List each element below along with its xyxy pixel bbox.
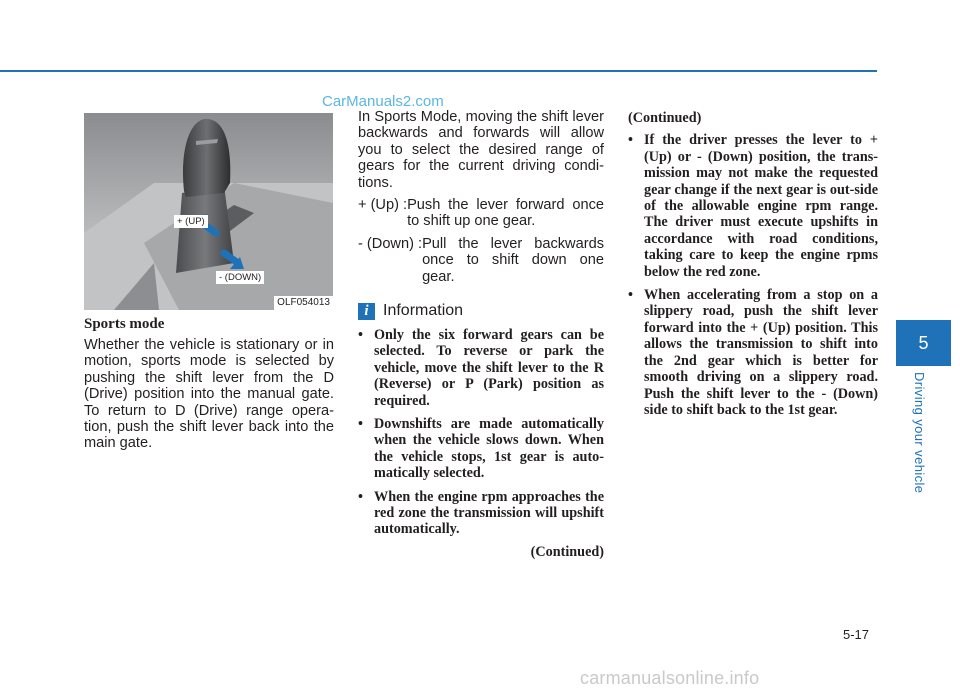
definition-term: - (Down) :	[358, 235, 423, 252]
list-item: • When the engine rpm approaches the red zone the transmission will upshift automatically.	[358, 488, 604, 538]
information-title: Information	[383, 302, 464, 319]
list-item: • Only the six forward gears can be selected. To reverse or park the vehicle, move the shift lever to the R (Reverse) or P (Park) position as required.	[358, 327, 604, 409]
list-item-text: Only the six forward gears can be selected. To reverse or park the vehicle, move the shift lever to the R (Reverse) or P (Park) position as required.	[374, 327, 604, 409]
figure-code: OLF054013	[274, 296, 333, 310]
shift-lever-figure	[84, 113, 333, 310]
watermark-top[interactable]: CarManuals2.com	[322, 93, 444, 110]
list-item-text: When the engine rpm approaches the red zone the transmission will upshift automatically.	[374, 488, 604, 538]
continued-label: (Continued)	[628, 110, 702, 126]
continued-label: (Continued)	[530, 543, 604, 560]
down-label: - (DOWN)	[216, 271, 264, 284]
definition-term: + (Up) :	[358, 197, 408, 214]
left-column	[84, 337, 334, 452]
list-item: • If the driver presses the lever to + (Up) or - (Down) position, the trans-mission may not make the requested gear change if the next gear is out-side of the allowable engine rpm range. The driver must execute upshifts in accordance with road conditions, taking care to keep the engine rpms below the red zone.	[628, 132, 878, 280]
header-rule	[0, 70, 877, 72]
definition-down	[358, 236, 604, 285]
up-label: + (UP)	[174, 215, 208, 228]
right-column	[628, 110, 878, 425]
list-item-text: When accelerating from a stop on a slippery road, push the shift lever forward into the + (Up) position. This allows the transmission to shift into the 2nd gear which is better for smooth driving on a slippery road. Push the shift lever to the - (Down) side to shift back to the 1st gear.	[644, 287, 878, 418]
shift-lever-illustration	[84, 113, 333, 310]
list-item: • Downshifts are made automatically when the vehicle slows down. When the vehicle stops, 1st gear is auto-matically selected.	[358, 416, 604, 482]
intro-paragraph: In Sports Mode, moving the shift lever backwards and forwards will allow you to select the desired range of gears for the current driving condi-tions.	[358, 109, 604, 191]
information-header	[358, 302, 463, 320]
definition-up	[358, 197, 604, 230]
sports-mode-paragraph: Whether the vehicle is stationary or in motion, sports mode is selected by pushing the shift lever from the D (Drive) position into the manual gate. To return to D (Drive) range opera-tion, push the shift lever back into the main gate.	[84, 337, 334, 452]
chapter-title: Driving your vehicle	[912, 372, 927, 494]
watermark-bottom[interactable]: carmanualsonline.info	[580, 668, 760, 688]
chapter-tab[interactable]: 5	[896, 320, 951, 366]
definition-desc: Push the lever forward once to shift up one gear.	[407, 197, 604, 230]
info-icon: i	[358, 303, 375, 320]
middle-column	[358, 109, 604, 285]
list-item-text: If the driver presses the lever to + (Up) or - (Down) position, the trans-mission may not make the requested gear change if the next gear is out-side of the allowable engine rpm range. The driver must execute upshifts in accordance with road conditions, taking care to keep the engine rpms below the red zone.	[644, 132, 878, 280]
information-list	[358, 327, 604, 560]
list-item-text: Downshifts are made automatically when the vehicle slows down. When the vehicle stops, 1st gear is auto-matically selected.	[374, 416, 604, 482]
definition-desc: Pull the lever backwards once to shift down one gear.	[422, 235, 604, 285]
section-heading: Sports mode	[84, 316, 165, 332]
list-item: • When accelerating from a stop on a slippery road, push the shift lever forward into the + (Up) position. This allows the transmission to shift into the 2nd gear which is better for smooth driving on a slippery road. Push the shift lever to the - (Down) side to shift back to the 1st gear.	[628, 287, 878, 418]
page-number: 5-17	[843, 627, 870, 642]
